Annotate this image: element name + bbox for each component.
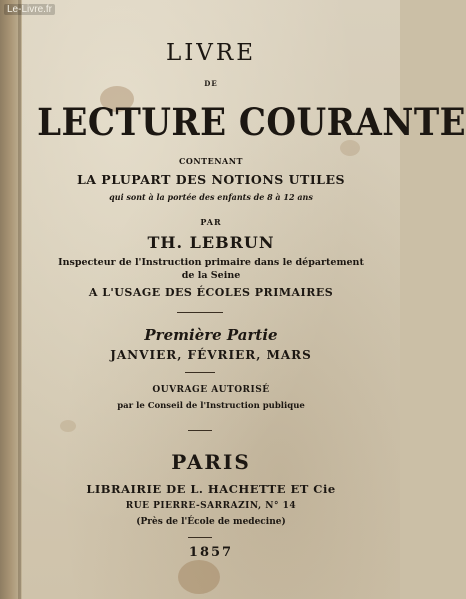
city-line: PARIS bbox=[171, 450, 251, 474]
authorized-line: OUVRAGE AUTORISÉ bbox=[152, 385, 270, 395]
divider-rule bbox=[177, 312, 223, 313]
contenant-line: CONTENANT bbox=[179, 156, 243, 166]
foxing-stain bbox=[60, 420, 76, 432]
divider-rule bbox=[188, 430, 212, 431]
usage-line: A L'USAGE DES ÉCOLES PRIMAIRES bbox=[88, 286, 334, 299]
age-range-line: qui sont à la portée des enfants de 8 à 12 ans bbox=[109, 192, 313, 202]
par-line: PAR bbox=[200, 217, 222, 227]
foxing-stain bbox=[178, 560, 220, 594]
council-line: par le Conseil de l'Instruction publique bbox=[117, 401, 305, 411]
months-line: JANVIER, FÉVRIER, MARS bbox=[110, 348, 312, 362]
author-role-line2: de la Seine bbox=[181, 270, 241, 281]
publication-year: 1857 bbox=[188, 545, 234, 560]
publisher-line: LIBRAIRIE DE L. HACHETTE ET Cie bbox=[86, 482, 336, 496]
part-title: Première Partie bbox=[144, 326, 278, 344]
title-line-de: DE bbox=[204, 79, 218, 88]
notions-line: LA PLUPART DES NOTIONS UTILES bbox=[76, 172, 346, 187]
near-line: (Près de l'École de medecine) bbox=[136, 517, 286, 527]
author-name: TH. LEBRUN bbox=[147, 233, 275, 252]
author-role-line1: Inspecteur de l'Instruction primaire dans le département bbox=[58, 257, 364, 268]
main-title: LECTURE COURANTE bbox=[37, 100, 466, 144]
watermark-label: Le-Livre.fr bbox=[4, 4, 55, 15]
book-spine bbox=[0, 0, 22, 599]
divider-rule bbox=[185, 372, 215, 373]
divider-rule bbox=[188, 537, 212, 538]
title-line-livre: LIVRE bbox=[165, 40, 257, 66]
address-line: RUE PIERRE-SARRAZIN, N° 14 bbox=[125, 501, 297, 511]
